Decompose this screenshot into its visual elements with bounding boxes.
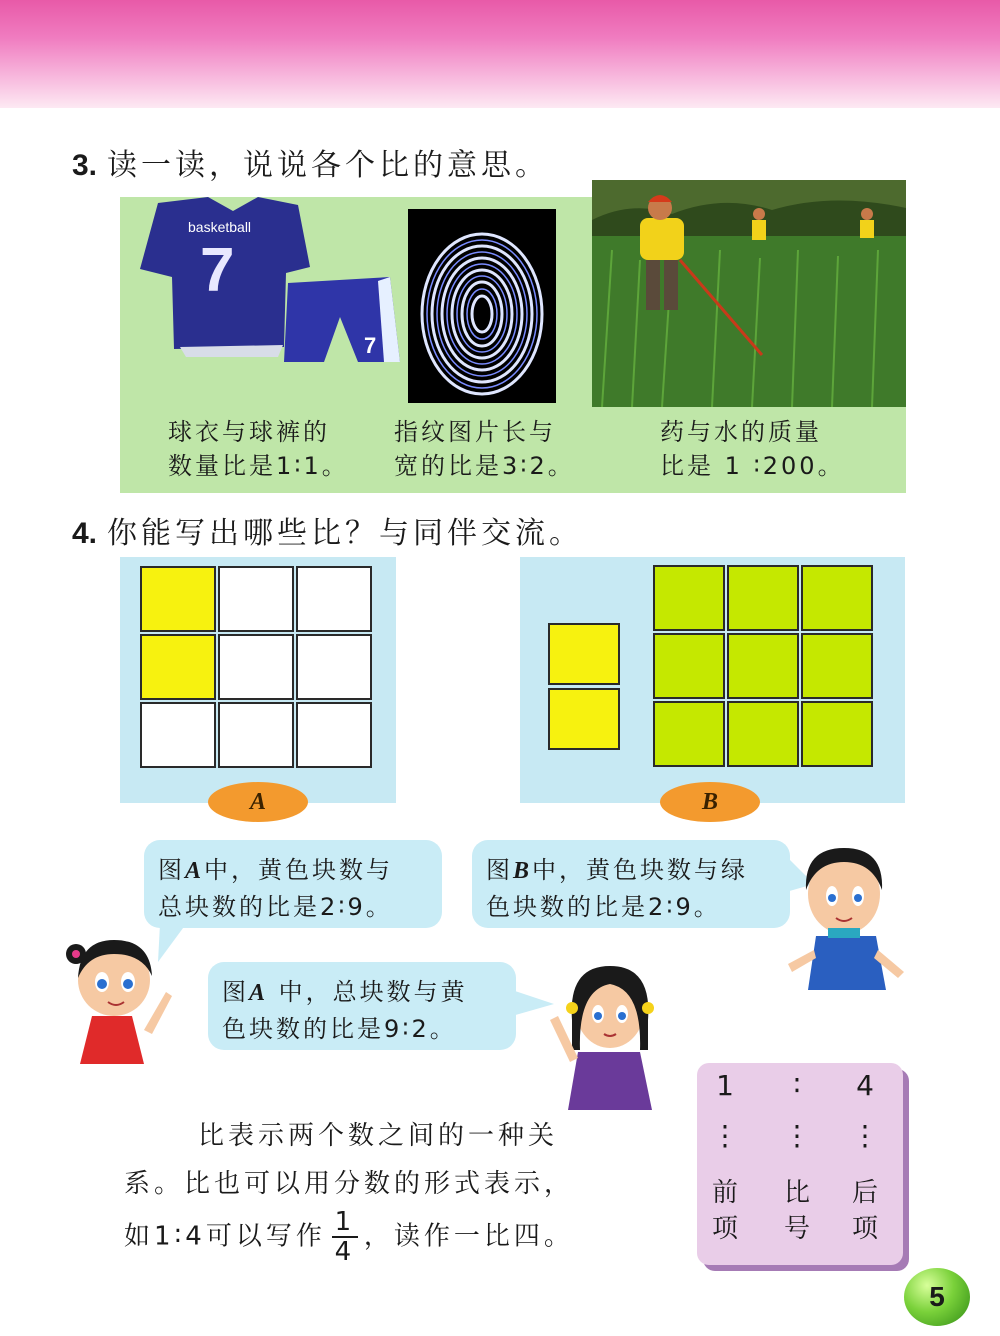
caption-fingerprint (394, 415, 575, 483)
ratio-second-term: 4 (856, 1069, 874, 1102)
grid-b-cell-green (727, 565, 799, 631)
grid-a-cell-white (296, 702, 372, 768)
caption-line: 宽的比是3∶2。 (394, 452, 575, 480)
grid-b-cell-green (801, 701, 873, 767)
grid-a-cell-yellow (140, 634, 216, 700)
grid-a-cell-white (218, 634, 294, 700)
label-b: B (660, 782, 760, 822)
caption-line: 指纹图片长与 (394, 418, 556, 446)
definition-segment: ，读作一比四。 (363, 1221, 574, 1252)
header-band (0, 0, 1000, 108)
caption-line: 药与水的质量 (660, 418, 822, 446)
grid-a-cell-white (218, 702, 294, 768)
girl-character-left (62, 930, 174, 1064)
ratio-label-front: 前 项 (711, 1178, 738, 1244)
grid-a-cell-white (218, 566, 294, 632)
grid-b-cell-green (727, 633, 799, 699)
bubble-line: 色块数的比是9∶2。 (222, 1015, 457, 1043)
ratio-first-term: 1 (716, 1069, 734, 1102)
fingerprint-photo (408, 209, 556, 403)
page-number: 5 (904, 1268, 970, 1326)
question-4-title (72, 508, 583, 552)
question-3-title (72, 140, 549, 184)
speech-bubble-girl-2 (208, 962, 516, 1050)
ratio-label-sign: 比 号 (783, 1178, 810, 1244)
ratio-dots: ⋮ (851, 1119, 879, 1152)
grid-b-cell-green (653, 633, 725, 699)
bubble-line: 图B中，黄色块数与绿 (486, 856, 749, 884)
speech-bubble-girl-1 (144, 840, 442, 928)
definition-text (124, 1112, 684, 1266)
caption-line: 球衣与球裤的 (168, 418, 330, 446)
label-a: A (208, 782, 308, 822)
bubble-line: 图A中，黄色块数与 (158, 856, 394, 884)
grid-a-cell-white (140, 702, 216, 768)
shorts-number: 7 (364, 333, 377, 358)
bubble-line: 色块数的比是2∶9。 (486, 893, 721, 921)
grid-b-cell-green (801, 633, 873, 699)
girl-character-right (548, 960, 672, 1110)
question-text: 读一读，说说各个比的意思。 (107, 148, 550, 183)
ratio-dots: ⋮ (783, 1119, 811, 1152)
grid-a-panel (120, 557, 396, 803)
bubble-line: 图A 中，总块数与黄 (222, 978, 468, 1006)
ratio-colon: ∶ (793, 1069, 801, 1102)
question-text: 你能写出哪些比？与同伴交流。 (107, 516, 584, 551)
definition-line: 比表示两个数之间的一种关 (198, 1121, 559, 1151)
grid-b-panel (520, 557, 905, 803)
grid-a-cell-yellow (140, 566, 216, 632)
caption-jersey (168, 415, 349, 483)
bubble-line: 总块数的比是2∶9。 (158, 893, 393, 921)
reading-panel (120, 197, 906, 493)
caption-line: 数量比是1∶1。 (168, 452, 349, 480)
definition-segment: 如1∶4可以写作 (124, 1221, 326, 1252)
grid-b-cell-green (727, 701, 799, 767)
grid-b-cell-green (653, 565, 725, 631)
fraction-denominator: 4 (334, 1237, 356, 1267)
question-number: 4. (72, 517, 98, 550)
grid-b-cell-yellow (548, 688, 620, 750)
ratio-terms-box (697, 1063, 903, 1265)
speech-bubble-boy (472, 840, 790, 928)
caption-pesticide (660, 415, 845, 483)
grid-b-cell-green (653, 701, 725, 767)
ratio-dots: ⋮ (711, 1119, 739, 1152)
jersey-photo (128, 197, 410, 362)
field-photo (592, 180, 906, 407)
ratio-label-back: 后 项 (851, 1178, 878, 1244)
grid-a-cell-white (296, 566, 372, 632)
grid-b-cell-green (801, 565, 873, 631)
jersey-text: basketball (188, 219, 252, 235)
definition-line: 系。比也可以用分数的形式表示， (124, 1169, 575, 1199)
boy-character (780, 840, 910, 990)
question-number: 3. (72, 149, 98, 182)
fraction-numerator: 1 (334, 1207, 356, 1237)
grid-a-cell-white (296, 634, 372, 700)
caption-line: 比是 1 ∶200。 (660, 452, 845, 480)
definition-line (124, 1208, 684, 1266)
grid-b-cell-yellow (548, 623, 620, 685)
fraction (332, 1208, 358, 1266)
jersey-number: 7 (200, 236, 235, 305)
